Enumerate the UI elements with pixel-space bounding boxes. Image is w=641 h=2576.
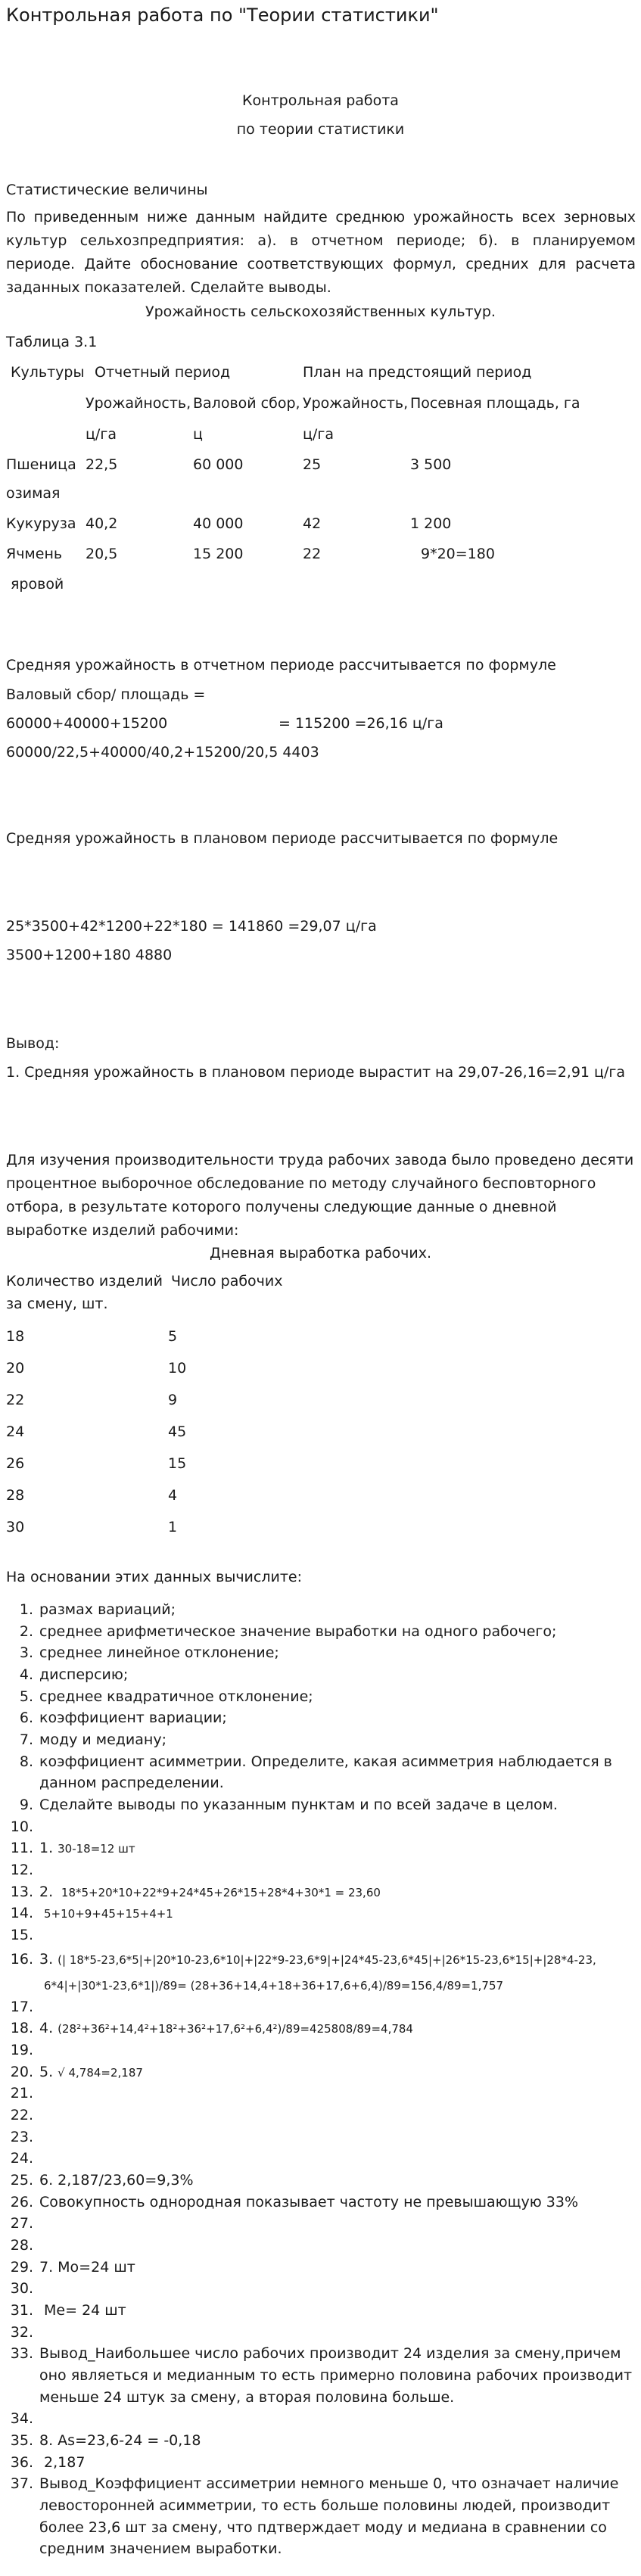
list-item-text: 6. 2,187/23,60=9,3% (39, 2172, 194, 2189)
list-item-text: среднее арифметическое значение выработки на одного рабочего; (39, 1623, 557, 1640)
table2-cell-items: 28 (6, 1487, 25, 1504)
list-item-number: 9. (19, 1797, 33, 1813)
list-item (6, 1688, 313, 1705)
list-item-text: 2. (39, 1884, 54, 1900)
list-item-text: среднее квадратичное отклонение; (39, 1688, 313, 1705)
list-item-formula: 5+10+9+45+15+4+1 (44, 1907, 173, 1921)
table2-cell-items: 24 (6, 1423, 25, 1440)
list-item (6, 2410, 39, 2427)
list-item-number: 27. (10, 2215, 33, 2232)
list-item-number: 16. (10, 1951, 33, 1968)
list-item (6, 1905, 173, 1921)
task2-text: Для изучения производительности труда рабочих завода было проведено десяти процентное выборочное обследование по методу случайного бесповторного отбора, в результате которого получены следующие данные о дневной выработке изделий рабочими: (6, 1152, 634, 1239)
table2-cell-workers: 45 (168, 1423, 187, 1440)
list-item (6, 1818, 39, 1835)
table1-row1-name2: озимая (6, 485, 61, 502)
list-item (6, 1927, 39, 1943)
list-item (6, 2085, 39, 2102)
list-item-number: 3. (19, 1644, 33, 1661)
table2-cell-items: 18 (6, 1328, 25, 1345)
table2-header-items: Количество изделий (6, 1273, 163, 1290)
table1-header-gross: Валовой сбор, (193, 395, 300, 412)
list-item (6, 1753, 612, 1770)
list-item-text: Вывод_Коэффициент ассиметрии немного меньше 0, что означает наличие (39, 2475, 619, 2492)
calc2-denominator: 3500+1200+180 4880 (6, 947, 173, 963)
table1-header-yield1: Урожайность, (86, 395, 191, 412)
list-item-number: 2. (19, 1623, 33, 1640)
list-item-text: 5. (39, 2064, 54, 2080)
list-item-number: 26. (10, 2194, 33, 2210)
table1-row2-gross: 40 000 (193, 515, 244, 532)
list-item (6, 2064, 143, 2080)
table1-row3-name2: яровой (11, 576, 64, 593)
list-item-text: данном распределении. (39, 1775, 224, 1791)
table2-cell-workers: 4 (168, 1487, 178, 1504)
table2-cell-items: 20 (6, 1360, 25, 1377)
list-item (6, 1999, 39, 2015)
table2-cell-items: 22 (6, 1392, 25, 1408)
table1-row1-yield: 22,5 (86, 456, 118, 473)
table1-header-plan: План на предстоящий период (303, 364, 532, 381)
list-item-text: 2,187 (39, 2454, 86, 2471)
calc1-denominator: 60000/22,5+40000/40,2+15200/20,5 4403 (6, 744, 319, 761)
list-item (6, 2237, 39, 2254)
list-item (6, 2345, 621, 2362)
table1-row3-gross: 15 200 (193, 546, 244, 562)
list-item (6, 1840, 135, 1856)
list-item-formula: (| 18*5-23,6*5|+|20*10-23,6*10|+|22*9-23,6*9|+|24*45-23,6*45|+|26*15-23,6*15|+|28*4-23, (58, 1953, 596, 1967)
list-item (6, 2259, 135, 2276)
list-item-number: 1. (19, 1601, 33, 1618)
list-item (6, 2172, 194, 2189)
table1-row1-plan-yield: 25 (303, 456, 322, 473)
list-item-number: 22. (10, 2107, 33, 2123)
list-item (6, 1666, 128, 1683)
list-item-text: 3. (39, 1951, 54, 1968)
list-item-number: 6. (19, 1710, 33, 1726)
list-item-number: 8. (19, 1753, 33, 1770)
calc1-formula: Валовый сбор/ площадь = (6, 686, 206, 703)
list-item (6, 2454, 85, 2471)
list-item-formula: 30-18=12 шт (58, 1842, 135, 1856)
list-item-number: 37. (10, 2475, 33, 2492)
list-item-number: 7. (19, 1731, 33, 1748)
list-item (6, 1775, 224, 1791)
calc1-title: Средняя урожайность в отчетном периоде рассчитывается по формуле (6, 657, 556, 674)
list-item-number: 29. (10, 2259, 33, 2276)
table2-cell-workers: 5 (168, 1328, 178, 1345)
table1-row2-yield: 40,2 (86, 515, 118, 532)
list-item-text: 8. As=23,6-24 = -0,18 (39, 2432, 201, 2449)
list-item-number: 32. (10, 2324, 33, 2341)
list-item (6, 2150, 39, 2167)
table2-cell-workers: 1 (168, 1519, 178, 1535)
list-item-text: средним значением выработки. (39, 2540, 282, 2557)
table1-header-report: Отчетный период (95, 364, 231, 381)
task1-text: По приведенным ниже данным найдите среднюю урожайность всех зерновых культур сельхозпредприятия: а). в отчетном периоде; б). в планируемом периоде. Дайте обоснование соответствующих формул, средних для расчета заданных показателей. Сделайте выводы. (6, 209, 636, 296)
page-title: Контрольная работа по "Теории статистики" (6, 5, 439, 26)
calc2-title: Средняя урожайность в плановом периоде рассчитывается по формуле (6, 830, 559, 847)
table1-row2-name: Кукуруза (6, 515, 76, 532)
list-item (6, 1977, 503, 1993)
compute-intro: На основании этих данных вычислите: (6, 1569, 302, 1585)
table1-caption: Урожайность сельскохозяйственных культур. (145, 303, 496, 320)
list-item-text: 7. Мо=24 шт (39, 2259, 135, 2276)
list-item (6, 1623, 556, 1640)
table2-header-workers: Число рабочих (171, 1273, 283, 1290)
header-line-2: по теории статистики (236, 121, 405, 138)
list-item-number: 30. (10, 2280, 33, 2297)
table1-row1-name: Пшеница (6, 456, 76, 473)
list-item (6, 1951, 596, 1968)
list-item-number: 19. (10, 2042, 33, 2058)
list-item-number: 10. (10, 1818, 33, 1835)
list-item (6, 1601, 176, 1618)
list-item-text: размах вариаций; (39, 1601, 176, 1618)
list-item-number: 34. (10, 2410, 33, 2427)
list-item-number: 15. (10, 1927, 33, 1943)
list-item-number: 31. (10, 2302, 33, 2319)
list-item-text: 1. (39, 1840, 54, 1856)
list-item-number: 11. (10, 1840, 33, 1856)
list-item-number: 36. (10, 2454, 33, 2471)
table1-row3-plan-yield: 22 (303, 546, 322, 562)
table1-row1-gross: 60 000 (193, 456, 244, 473)
table2-cell-workers: 15 (168, 1455, 187, 1472)
table1-row2-plan-yield: 42 (303, 515, 322, 532)
table1-number: Таблица 3.1 (6, 334, 98, 350)
list-item-number: 25. (10, 2172, 33, 2189)
list-item (6, 2280, 39, 2297)
list-item-text: дисперсию; (39, 1666, 129, 1683)
list-item-number: 23. (10, 2129, 33, 2145)
list-item (6, 2107, 39, 2123)
calc1-numerator: 60000+40000+15200 (6, 715, 168, 732)
list-item-text: Вывод_Наибольшее число рабочих производит 24 изделия за смену,причем (39, 2345, 621, 2362)
list-item-text: среднее линейное отклонение; (39, 1644, 279, 1661)
list-item (6, 1862, 39, 1878)
list-item-number: 18. (10, 2020, 33, 2036)
table1-row3-name: Ячмень (6, 546, 63, 562)
table1-unit-gross: ц (193, 426, 203, 443)
list-item-number: 4. (19, 1666, 33, 1683)
calc2-numerator: 25*3500+42*1200+22*180 = 141860 =29,07 ц/га (6, 918, 377, 935)
list-item-number: 14. (10, 1905, 33, 1921)
list-item-text: Ме= 24 шт (39, 2302, 126, 2319)
list-item-text: более 23,6 шт за смену, что пдтверждает моду и медиана в сравнении со (39, 2519, 607, 2536)
table1-header-crops: Культуры (11, 364, 85, 381)
list-item (6, 2215, 39, 2232)
list-item (6, 2389, 454, 2406)
list-item (6, 2302, 126, 2319)
table1-header-yield2: Урожайность, (303, 395, 409, 412)
table2-header-items-2: за смену, шт. (6, 1296, 108, 1312)
list-item (6, 2519, 607, 2536)
list-item-number: 24. (10, 2150, 33, 2167)
table2-cell-workers: 10 (168, 1360, 187, 1377)
conclusion-text: 1. Средняя урожайность в плановом периоде вырастит на 29,07-26,16=2,91 ц/га (6, 1064, 626, 1081)
table1-row1-area: 3 500 (410, 456, 452, 473)
list-item (6, 1731, 166, 1748)
list-item-number: 12. (10, 1862, 33, 1878)
table2-cell-items: 30 (6, 1519, 25, 1535)
table2-cell-items: 26 (6, 1455, 25, 1472)
list-item-number: 13. (10, 1884, 33, 1900)
list-item-number: 21. (10, 2085, 33, 2102)
table2-caption: Дневная выработка рабочих. (209, 1245, 432, 1262)
table1-unit-yield2: ц/га (303, 426, 334, 443)
list-item-formula: (28²+36²+14,4²+18²+36²+17,6²+6,4²)/89=425808/89=4,784 (58, 2022, 413, 2036)
conclusion-label: Вывод: (6, 1035, 60, 1052)
header-line-1: Контрольная работа (242, 92, 399, 109)
list-item-text: коэффициент асимметрии. Определите, какая асимметрия наблюдается в (39, 1753, 612, 1770)
list-item-text: коэффициент вариации; (39, 1710, 227, 1726)
list-item (6, 1644, 279, 1661)
list-item (6, 2129, 39, 2145)
list-item-text: левосторонней асимметрии, то есть больше половины людей, производит (39, 2497, 611, 2514)
list-item-number: 28. (10, 2237, 33, 2254)
list-item (6, 1884, 381, 1900)
list-item (6, 2324, 39, 2341)
list-item (6, 2042, 39, 2058)
list-item-text: 4. (39, 2020, 54, 2036)
list-item (6, 1797, 558, 1813)
list-item-number: 33. (10, 2345, 33, 2362)
list-item (6, 2194, 578, 2210)
list-item (6, 2432, 201, 2449)
list-item-number: 5. (19, 1688, 33, 1705)
list-item-text: Сделайте выводы по указанным пунктам и по всей задаче в целом. (39, 1797, 558, 1813)
table1-unit-yield1: ц/га (86, 426, 117, 443)
list-item-text: оно являеться и медианным то есть примерно половина рабочих производит (39, 2367, 633, 2384)
list-item-number: 35. (10, 2432, 33, 2449)
list-item (6, 2497, 610, 2514)
table1-row2-area: 1 200 (410, 515, 452, 532)
table1-row3-area: 9*20=180 (421, 546, 495, 562)
list-item-formula: √ 4,784=2,187 (58, 2066, 143, 2080)
list-item (6, 1710, 227, 1726)
table1-row3-yield: 20,5 (86, 546, 118, 562)
list-item (6, 2475, 618, 2492)
list-item-text: моду и медиану; (39, 1731, 166, 1748)
list-item-formula: 6*4|+|30*1-23,6*1|)/89= (28+36+14,4+18+36+17,6+6,4)/89=156,4/89=1,757 (44, 1979, 504, 1993)
list-item (6, 2020, 413, 2036)
table2-cell-workers: 9 (168, 1392, 178, 1408)
section-heading: Статистические величины (6, 182, 208, 198)
list-item-text: Совокупность однородная показывает частоту не превышающую 33% (39, 2194, 579, 2210)
calc1-result: = 115200 =26,16 ц/га (278, 715, 443, 732)
list-item-number: 17. (10, 1999, 33, 2015)
list-item-number: 20. (10, 2064, 33, 2080)
table1-header-area: Посевная площадь, га (410, 395, 580, 412)
list-item (6, 2540, 282, 2557)
list-item-formula: 18*5+20*10+22*9+24*45+26*15+28*4+30*1 = 23,60 (58, 1886, 381, 1899)
list-item-text: меньше 24 штук за смену, а вторая половина больше. (39, 2389, 455, 2406)
list-item (6, 2367, 632, 2384)
